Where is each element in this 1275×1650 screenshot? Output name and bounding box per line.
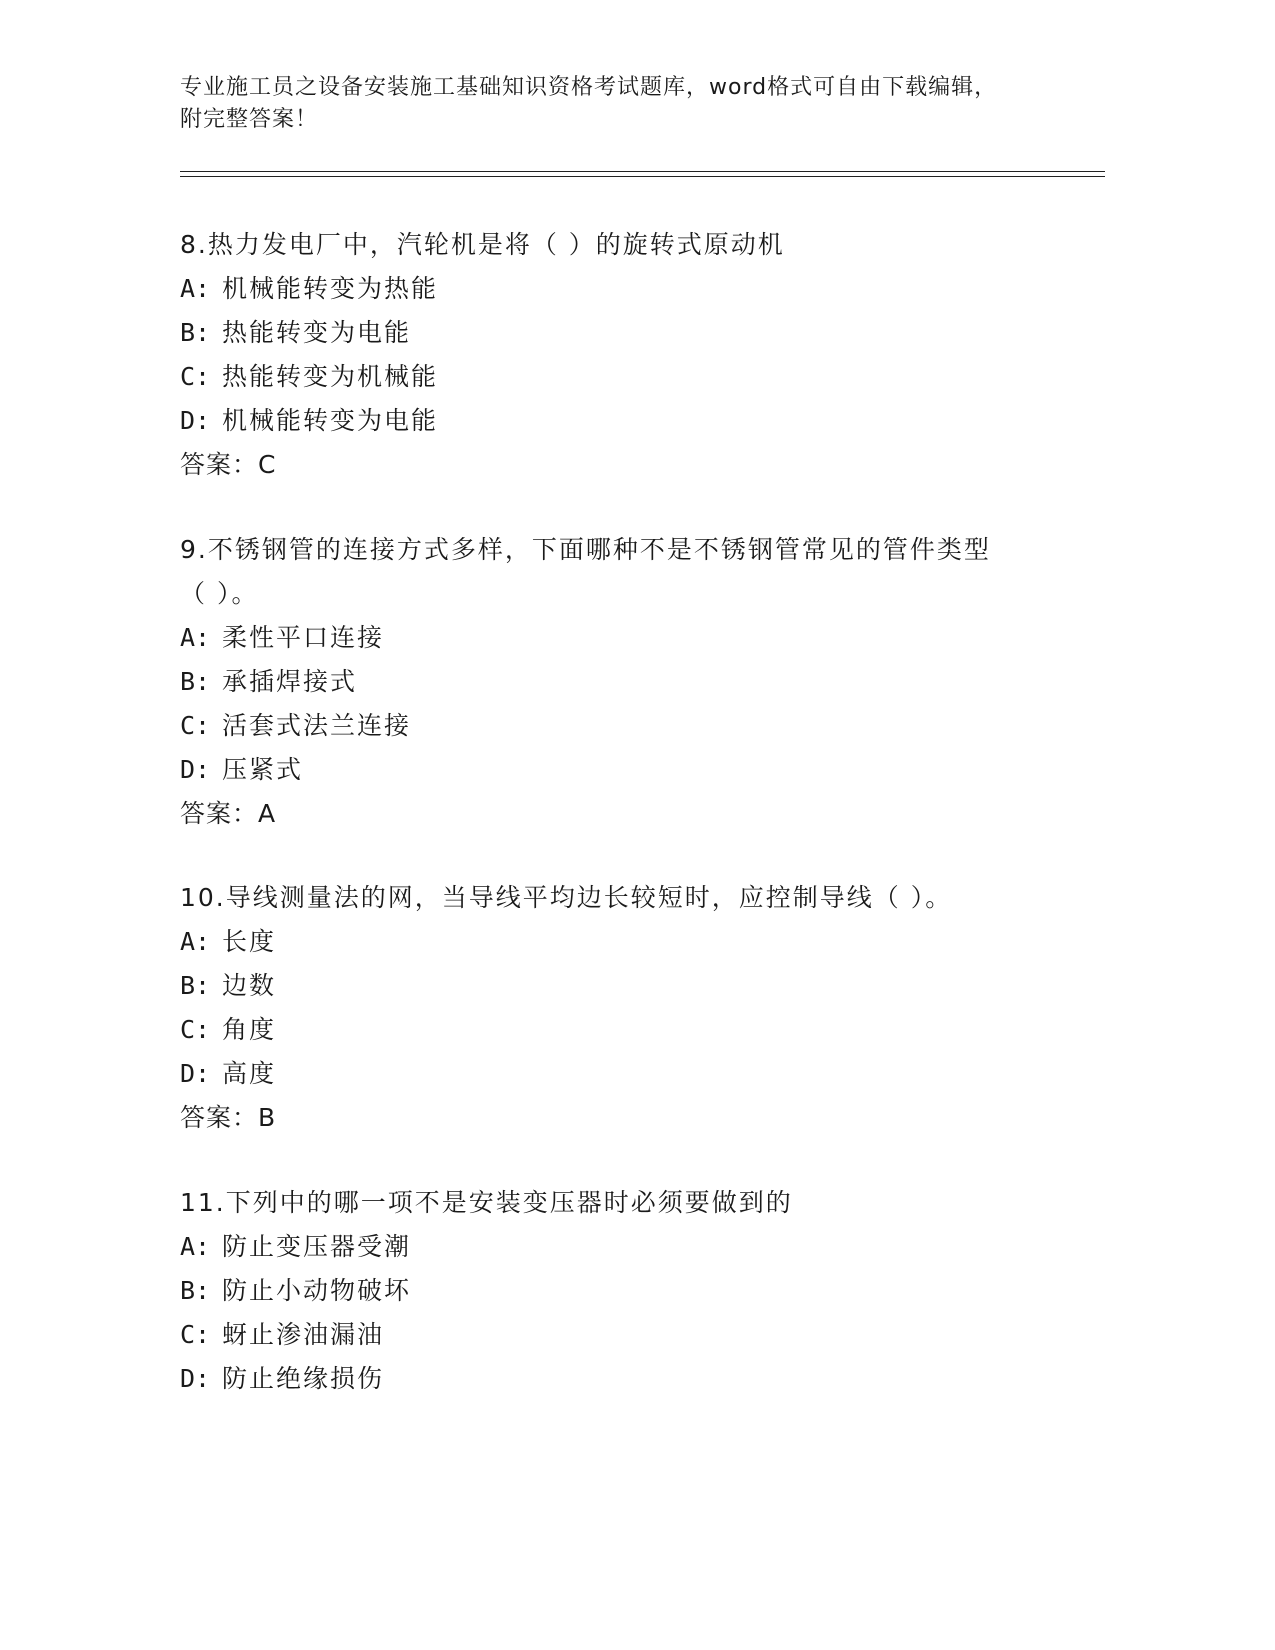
option-a [180,616,1080,660]
option-b [180,311,1080,355]
option-text: 长度 [222,927,277,956]
question-11 [180,1181,1080,1401]
option-key: A: [180,1232,211,1261]
document-header [180,72,1060,136]
answer-line: 答案：A [180,799,277,828]
option-text: 机械能转变为热能 [222,274,439,303]
option-d [180,748,1080,792]
option-text: 边数 [222,971,277,1000]
question-10 [180,876,1080,1140]
option-text: 压紧式 [222,755,304,784]
option-key: C: [180,1015,211,1044]
option-a [180,920,1080,964]
header-divider-bottom [180,176,1105,177]
header-divider-top [180,171,1105,172]
option-text: 热能转变为电能 [222,318,412,347]
option-d [180,1357,1080,1401]
option-b [180,964,1080,1008]
option-d [180,399,1080,443]
option-key: C: [180,711,211,740]
option-b [180,1269,1080,1313]
option-c [180,704,1080,748]
question-stem: 10.导线测量法的网，当导线平均边长较短时，应控制导线（ ）。 [180,883,953,912]
option-key: C: [180,1320,211,1349]
header-line-2: 附完整答案！ [180,107,319,132]
option-text: 柔性平口连接 [222,623,385,652]
question-9 [180,528,1080,836]
option-d [180,1052,1080,1096]
option-a [180,267,1080,311]
option-key: D: [180,1059,211,1088]
option-key: B: [180,1276,211,1305]
option-c [180,355,1080,399]
header-line-1: 专业施工员之设备安装施工基础知识资格考试题库，word格式可自由下载编辑， [180,75,998,100]
option-key: A: [180,274,211,303]
question-stem: 9.不锈钢管的连接方式多样，下面哪种不是不锈钢管常见的管件类型 （ ）。 [180,535,991,608]
option-text: 防止小动物破坏 [222,1276,412,1305]
option-key: D: [180,1364,211,1393]
option-key: C: [180,362,211,391]
option-key: B: [180,971,211,1000]
option-c [180,1008,1080,1052]
option-key: D: [180,755,211,784]
option-a [180,1225,1080,1269]
option-text: 机械能转变为电能 [222,406,439,435]
option-b [180,660,1080,704]
option-text: 蚜止渗油漏油 [222,1320,385,1349]
option-c [180,1313,1080,1357]
option-text: 角度 [222,1015,277,1044]
answer-line: 答案：C [180,450,277,479]
option-text: 热能转变为机械能 [222,362,439,391]
question-stem: 11.下列中的哪一项不是安装变压器时必须要做到的 [180,1188,793,1217]
option-text: 活套式法兰连接 [222,711,412,740]
question-8 [180,223,1080,487]
option-text: 高度 [222,1059,277,1088]
option-key: B: [180,667,211,696]
option-text: 防止绝缘损伤 [222,1364,385,1393]
option-key: B: [180,318,211,347]
option-text: 防止变压器受潮 [222,1232,412,1261]
option-text: 承插焊接式 [222,667,358,696]
option-key: A: [180,927,211,956]
question-stem: 8.热力发电厂中，汽轮机是将（ ）的旋转式原动机 [180,230,785,259]
option-key: D: [180,406,211,435]
answer-line: 答案：B [180,1103,277,1132]
option-key: A: [180,623,211,652]
